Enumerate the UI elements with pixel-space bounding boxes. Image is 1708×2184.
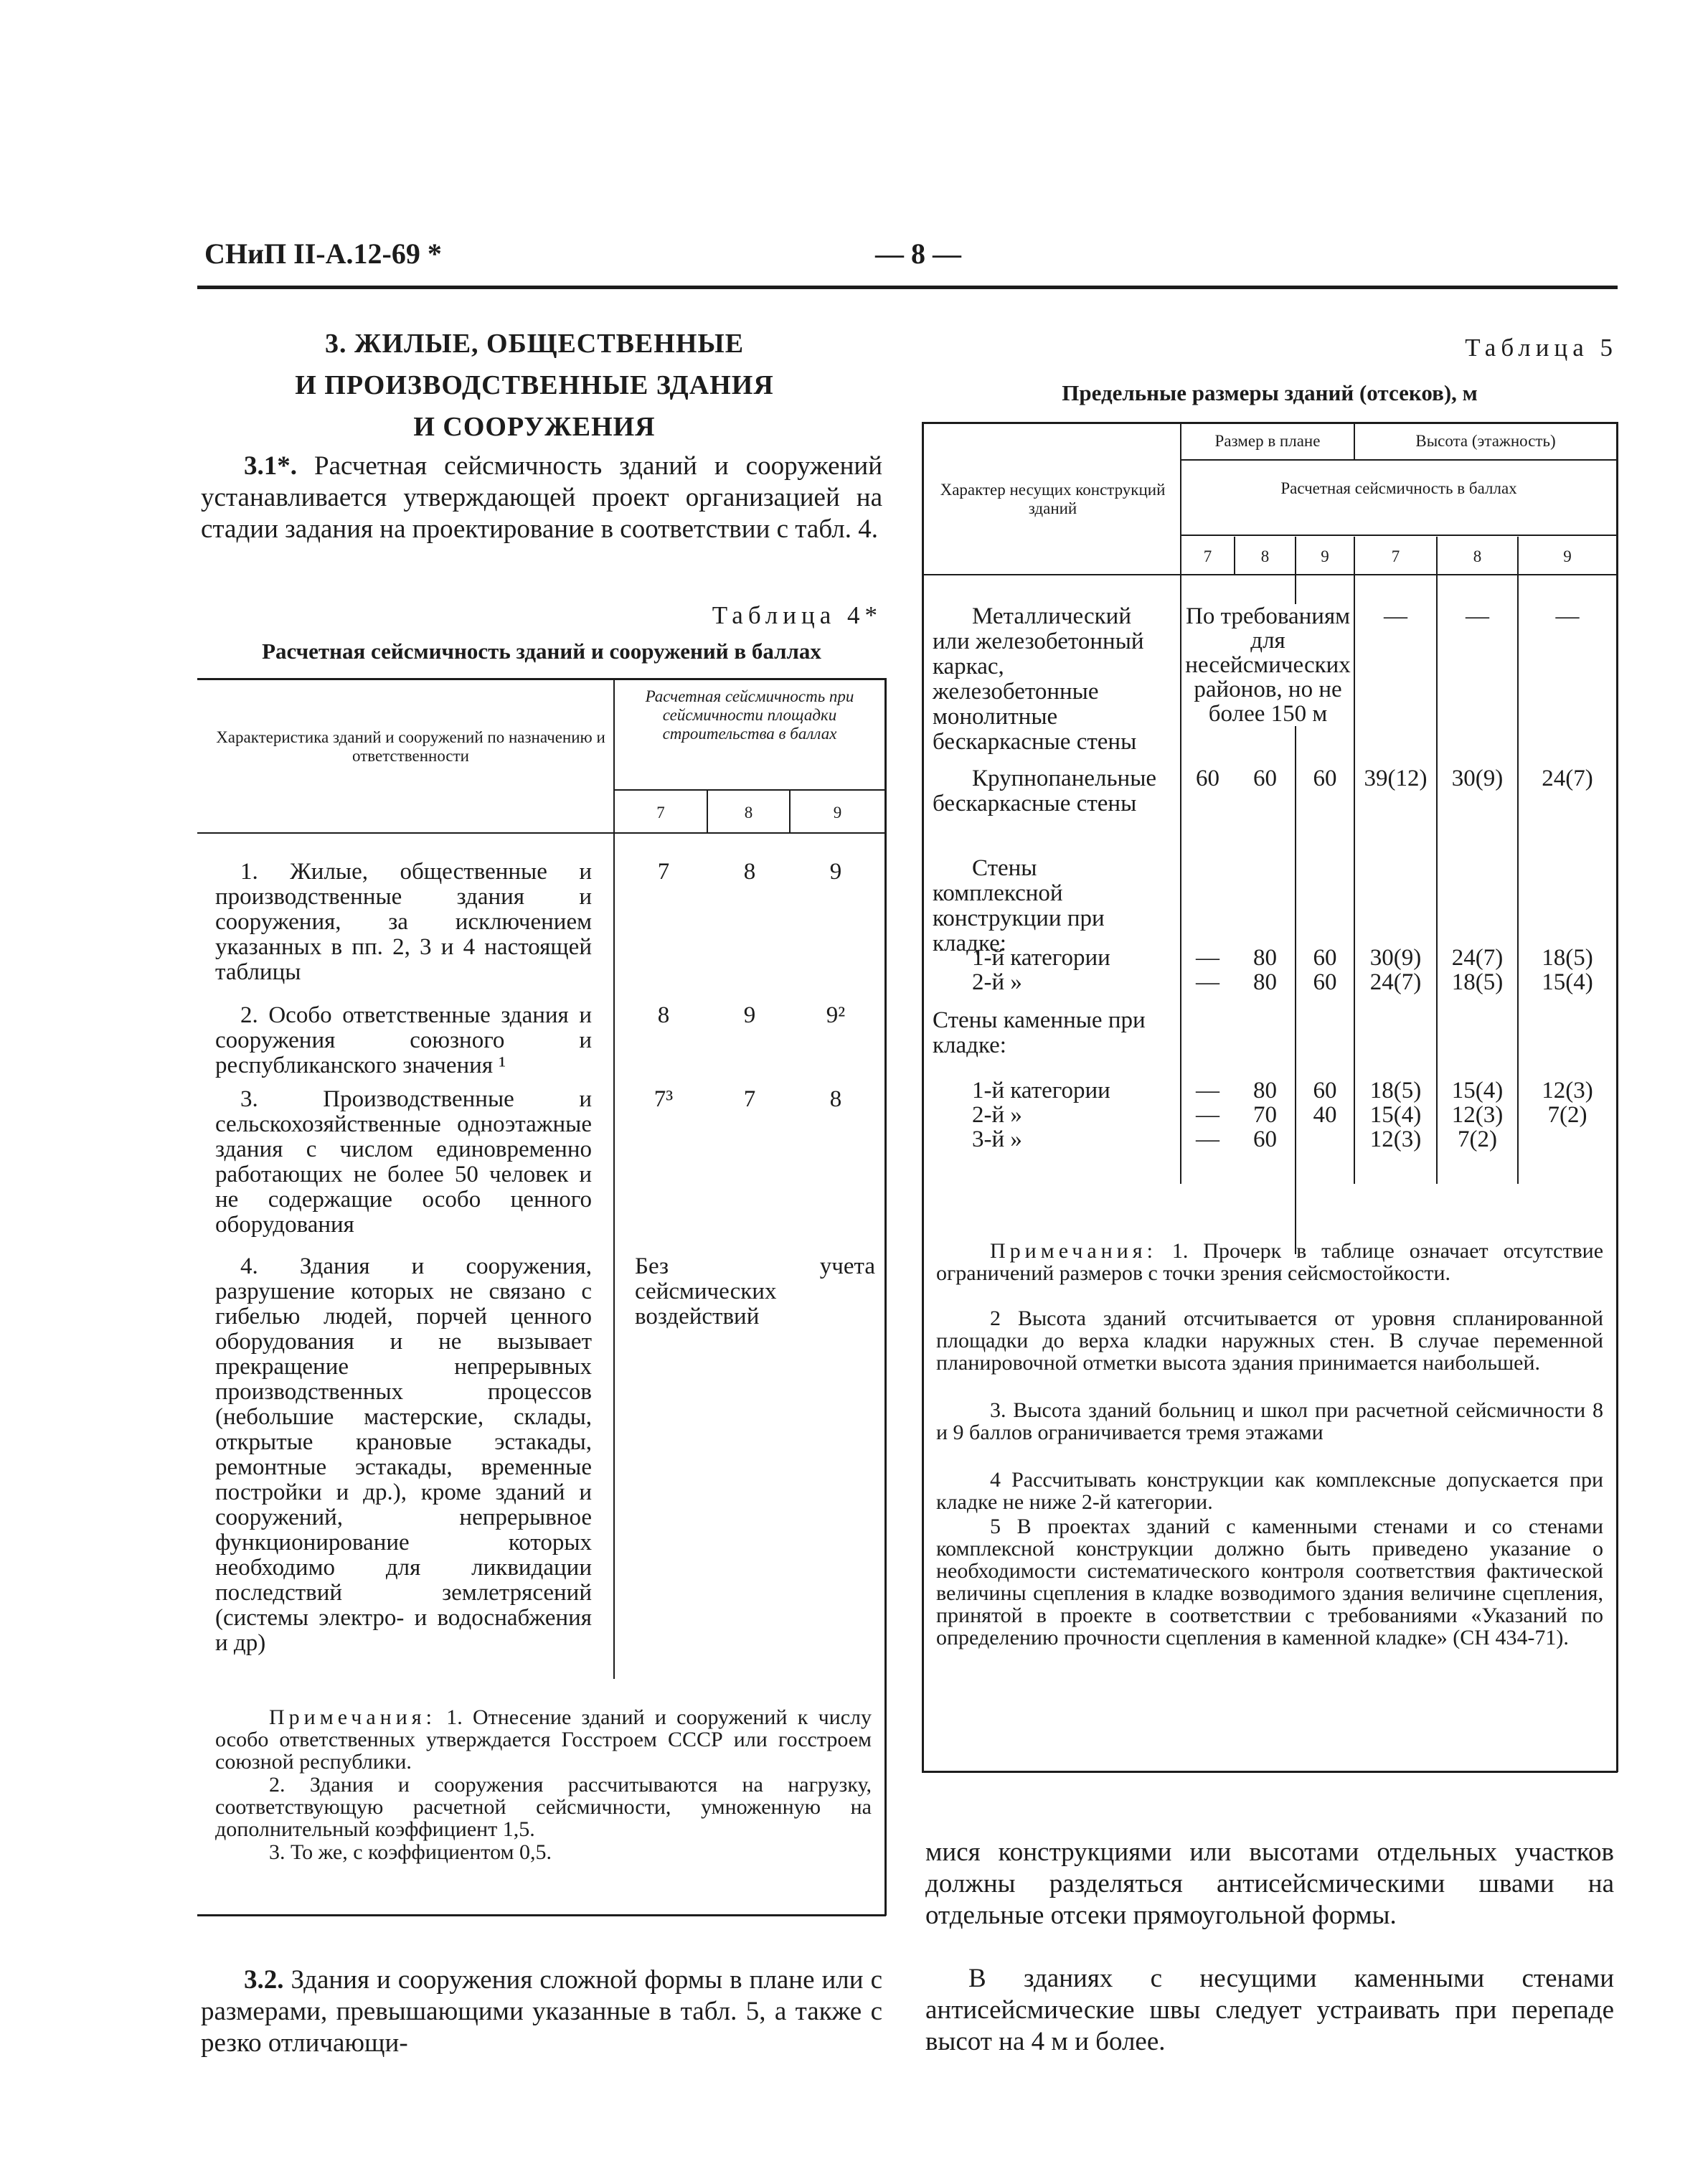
table5-cell: — bbox=[1196, 1102, 1219, 1128]
table5-col-plan-9: 9 bbox=[1321, 547, 1329, 565]
table4-note-1 bbox=[215, 1706, 872, 1773]
table4-col-head-characteristic: Характеристика зданий и сооружений по назначению и ответственности bbox=[216, 728, 605, 765]
table5-cell: 30(9) bbox=[1369, 945, 1422, 971]
table4-row-3-val-9: 8 bbox=[829, 1086, 842, 1112]
table5-note-2: 2 Высота зданий отсчитывается от уровня спланированной площадки до верха кладки наружных стен. В случае переменной планировочной отметки высота здания принимается наибольшей. bbox=[936, 1307, 1603, 1375]
table5-cell: 60 bbox=[1313, 945, 1337, 971]
table5-cell: 60 bbox=[1253, 766, 1277, 791]
table4-col-9: 9 bbox=[833, 804, 842, 822]
table4-header-bottom-rule bbox=[197, 832, 886, 834]
table4-subheader-rule bbox=[615, 789, 884, 791]
table5-caption: Предельные размеры зданий (отсеков), м bbox=[1062, 380, 1478, 405]
table4-row-2-val-7: 8 bbox=[657, 1002, 670, 1028]
table5-cell: 15(4) bbox=[1451, 1078, 1504, 1103]
table5-right-border bbox=[1616, 422, 1618, 1772]
table5-left-border bbox=[922, 422, 924, 1772]
paragraph-3-2 bbox=[201, 1964, 882, 2059]
table4-row-1-text: 1. Жилые, общественные и производственные здания и сооружения, за исключением указанных в пп. 2, 3 и 4 настоящей таблицы bbox=[215, 859, 592, 985]
table4-note-2: 2. Здания и сооружения рассчитываются на нагрузку, соответствующую расчетной сейсмичности, умноженную на дополнительный коэффициент 1,5. bbox=[215, 1773, 872, 1841]
table5-col-height-9: 9 bbox=[1563, 547, 1572, 565]
paragraph-number: 3.2. bbox=[244, 1965, 284, 1995]
table5-col-plan-8: 8 bbox=[1260, 547, 1270, 565]
table5-cell: 24(7) bbox=[1451, 945, 1504, 971]
table4-row-1-val-7: 7 bbox=[657, 859, 670, 885]
table4-note-3: 3. То же, с коэффициентом 0,5. bbox=[269, 1840, 552, 1864]
table5-cell: 39(12) bbox=[1364, 766, 1428, 791]
table5-group-stone: Стены каменные при кладке: bbox=[933, 1007, 1146, 1058]
table4-row-1-val-8: 8 bbox=[743, 859, 756, 885]
table5-group-complex: Стены комплексной конструкции при кладке: bbox=[933, 855, 1105, 956]
table4-col-head-seismicity: Расчетная сейсмичность при сейсмичности площадки строительства в баллах bbox=[645, 687, 854, 743]
table4-row-2-text: 2. Особо ответственные здания и сооружения союзного и республиканского значения ¹ bbox=[215, 1002, 592, 1078]
table5-row-metal-h8: — bbox=[1466, 603, 1489, 629]
table5-cell: 12(3) bbox=[1451, 1102, 1504, 1128]
table5-col-plan-7: 7 bbox=[1203, 547, 1212, 565]
table5-cell: 60 bbox=[1313, 1078, 1337, 1103]
table5-group-height: Высота (этажность) bbox=[1415, 432, 1556, 450]
table4-row-3-val-8: 7 bbox=[743, 1086, 756, 1112]
table5-cell: 60 bbox=[1313, 969, 1337, 995]
table4-row-2-val-9: 9² bbox=[826, 1002, 846, 1028]
table5-bottom-rule bbox=[922, 1771, 1618, 1773]
table4-row-2-val-8: 9 bbox=[743, 1002, 756, 1028]
table4-row-4-text: 4. Здания и сооружения, разрушение которых не связано с гибелью людей, порчей ценного оборудования и не вызывает прекращение непрерывных производственных процессов (небольшие мастерские, склады, открытые крановые эстакады, ремонтные эстакады, временные постройки и др.), кроме зданий и сооружений, непрерывное функционирование которых необходимо для ликвидации последствий землетрясений (системы электро- и водоснабжения и др) bbox=[215, 1253, 592, 1656]
table5-note-3: 3. Высота зданий больниц и школ при расчетной сейсмичности 8 и 9 баллов ограничивается тремя этажами bbox=[936, 1398, 1603, 1444]
table5-col-height-7: 7 bbox=[1391, 547, 1400, 565]
document-code: СНиП II-А.12-69 * bbox=[204, 237, 442, 270]
table5-cell: 40 bbox=[1313, 1102, 1337, 1128]
paragraph-number: 3.1*. bbox=[244, 451, 297, 481]
table5-cell: 80 bbox=[1253, 969, 1277, 995]
table4-right-border bbox=[884, 678, 887, 1916]
note-text: 1. Отнесение зданий и сооружений к числу особо ответственных утверждается Госстроем СССР или госстроем союзной республики. bbox=[215, 1705, 872, 1774]
table5-cell: 18(5) bbox=[1542, 945, 1593, 971]
table5-note-1 bbox=[936, 1240, 1603, 1284]
table5-row-label: 2-й » bbox=[972, 1102, 1022, 1128]
table4-row-3-text: 3. Производственные и сельскохозяйственные одноэтажные здания с числом единовременно работающих не более 50 человек и не содержащие особо ценного оборудования bbox=[215, 1086, 592, 1238]
table5-cell: — bbox=[1196, 945, 1219, 971]
section-title-line: И ПРОИЗВОДСТВЕННЫЕ ЗДАНИЯ bbox=[295, 370, 774, 400]
table4-row-3-val-7: 7³ bbox=[654, 1086, 674, 1112]
table5-cell: 24(7) bbox=[1369, 969, 1422, 995]
note-text: 1. Прочерк в таблице означает отсутствие ограничений размеров с точки зрения сейсмостойкости. bbox=[936, 1239, 1604, 1285]
table4-label: Таблица 4* bbox=[712, 601, 882, 629]
table5-row-label: 1-й категории bbox=[972, 945, 1110, 971]
table5-note-5: 5 В проектах зданий с каменными стенами и со стенами комплексной конструкции должно быть приведено указание о необходимости систематического контроля соответствия фактической величины сцепления в кладке возводимого здания величине сцепления, принятой в проекте в соответствии с требованиями «Указаний по определению прочности сцепления в каменной кладке» (СН 434-71). bbox=[936, 1515, 1603, 1649]
table5-row-label: 1-й категории bbox=[972, 1078, 1110, 1103]
table5-cell: 15(4) bbox=[1542, 969, 1593, 995]
table5-row-label: 2-й » bbox=[972, 969, 1022, 995]
table5-subheader: Расчетная сейсмичность в баллах bbox=[1280, 479, 1517, 497]
notes-heading: Примечания: bbox=[990, 1239, 1157, 1263]
table4-column-divider bbox=[613, 678, 615, 1679]
table5-cell: 15(4) bbox=[1369, 1102, 1422, 1128]
table4-bottom-rule bbox=[197, 1914, 886, 1916]
page-number: — 8 — bbox=[875, 237, 961, 270]
table5-cell: 70 bbox=[1253, 1102, 1277, 1128]
table5-column-divider bbox=[1180, 423, 1181, 1184]
table5-cell: 7(2) bbox=[1458, 1126, 1497, 1152]
table4-col-7: 7 bbox=[656, 804, 665, 822]
table5-col-height-8: 8 bbox=[1473, 547, 1482, 565]
paragraph-3-1 bbox=[201, 451, 882, 545]
table4-col-8: 8 bbox=[744, 804, 753, 822]
header-rule bbox=[197, 286, 1618, 289]
table5-note-4: 4 Рассчитывать конструкции как комплексные допускается при кладке не ниже 2-й категории. bbox=[936, 1468, 1603, 1514]
table5-col-head-construction: Характер несущих конструкций зданий bbox=[940, 481, 1166, 517]
table5-group-plan: Размер в плане bbox=[1214, 432, 1321, 450]
table5-cell: 7(2) bbox=[1547, 1102, 1587, 1128]
table5-cell: 30(9) bbox=[1451, 766, 1504, 791]
table5-header-bottom-rule bbox=[922, 574, 1618, 575]
table5-cell: — bbox=[1196, 1126, 1219, 1152]
table5-row-metal-h7: — bbox=[1384, 603, 1407, 629]
table4-caption: Расчетная сейсмичность зданий и сооружений в баллах bbox=[262, 639, 821, 664]
paragraph-3-2-continued: мися конструкциями или высотами отдельных участков должны разделяться антисейсмическими швами на отдельные отсеки прямоугольной формы. bbox=[925, 1837, 1614, 1930]
table4-row-1-val-9: 9 bbox=[829, 859, 842, 885]
table5-row-label: 3-й » bbox=[972, 1126, 1022, 1152]
table5-cell: 12(3) bbox=[1542, 1078, 1593, 1103]
table5-cell: 12(3) bbox=[1369, 1126, 1422, 1152]
section-title bbox=[201, 323, 868, 448]
table5-row-panel-text: Крупнопанельные бескаркасные стены bbox=[933, 766, 1157, 816]
table5-cell: 80 bbox=[1253, 945, 1277, 971]
notes-heading: Примечания: bbox=[269, 1705, 436, 1729]
table5-cell: 18(5) bbox=[1451, 969, 1504, 995]
table5-top-rule bbox=[922, 422, 1618, 424]
table5-cell: 80 bbox=[1253, 1078, 1277, 1103]
table5-subheader-rule bbox=[1181, 535, 1616, 536]
table5-cell: 18(5) bbox=[1369, 1078, 1422, 1103]
table5-cell: 60 bbox=[1253, 1126, 1277, 1152]
table4-top-rule bbox=[197, 678, 886, 680]
table5-row-metal-text: Металлический или железобетонный каркас, железобетонные монолитные бескаркасные стены bbox=[933, 603, 1144, 755]
table5-cell: — bbox=[1196, 1078, 1219, 1103]
section-title-line: 3. ЖИЛЫЕ, ОБЩЕСТВЕННЫЕ bbox=[324, 329, 745, 359]
table5-cell: 60 bbox=[1196, 766, 1219, 791]
section-title-line: И СООРУЖЕНИЯ bbox=[413, 412, 656, 442]
table5-cell: 24(7) bbox=[1542, 766, 1593, 791]
table5-row-metal-h9: — bbox=[1555, 603, 1580, 629]
paragraph-antiseismic-joints: В зданиях с несущими каменными стенами антисейсмические швы следует устраивать при перепаде высот на 4 м и более. bbox=[925, 1964, 1614, 2056]
table5-group-rule bbox=[1181, 459, 1616, 461]
paragraph-text: Расчетная сейсмичность зданий и сооружений устанавливается утверждающей проект организацией на стадии задания на проектирование в соответствии с табл. 4. bbox=[201, 451, 883, 544]
paragraph-text: Здания и сооружения сложной формы в плане или с размерами, превышающими указанные в табл. 5, а также с резко отличающи- bbox=[201, 1965, 882, 2058]
table5-cell: — bbox=[1196, 969, 1219, 995]
table5-row-metal-plan: По требованиям для несейсмических районов, но не более 150 м bbox=[1184, 604, 1352, 726]
table4-row-4-span: Без учета сейсмических воздействий bbox=[635, 1253, 875, 1329]
table5-label: Таблица 5 bbox=[1465, 334, 1618, 362]
table5-cell: 60 bbox=[1313, 766, 1337, 791]
